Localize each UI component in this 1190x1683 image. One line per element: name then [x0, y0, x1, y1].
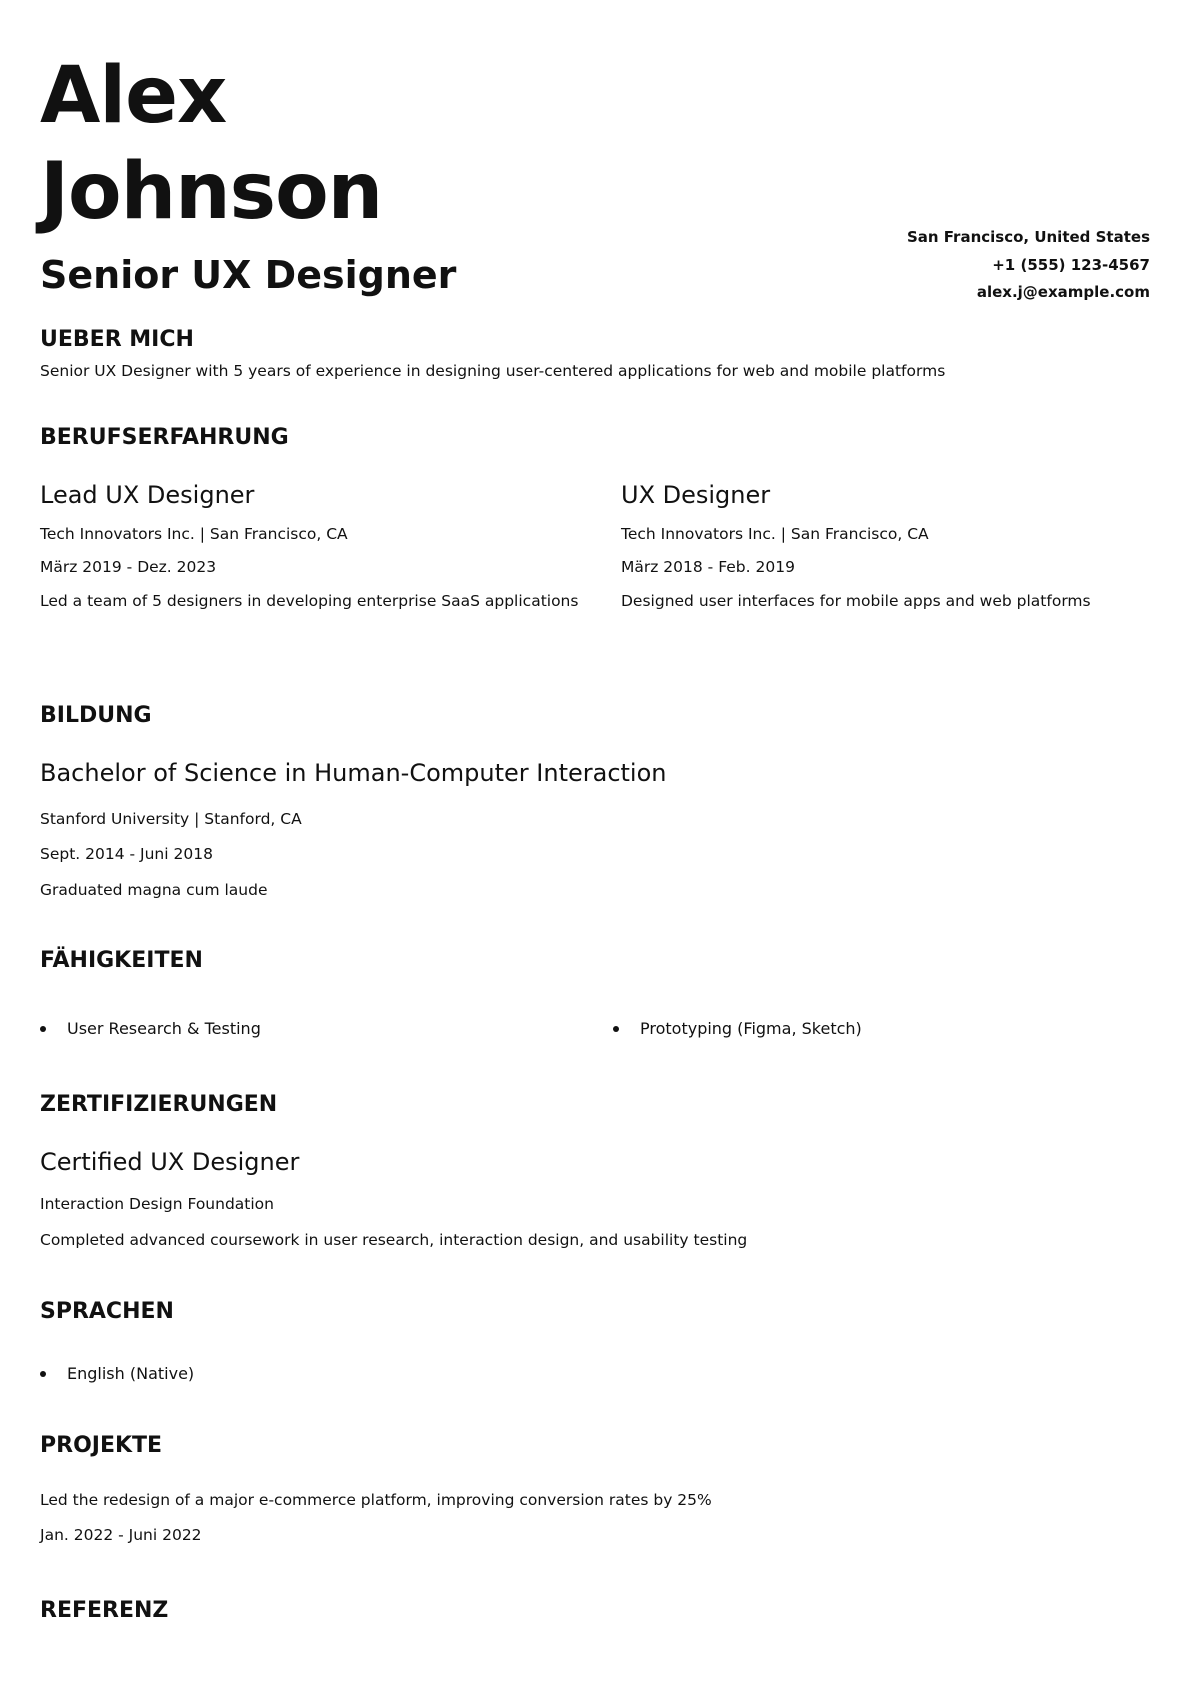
last-name: Johnson — [40, 147, 383, 237]
certification-description: Completed advanced coursework in user research, interaction design, and usability testing — [40, 1231, 748, 1249]
certification-name: Certified UX Designer — [40, 1148, 300, 1176]
project-description: Led the redesign of a major e-commerce platform, improving conversion rates by 25% — [40, 1491, 712, 1509]
first-name: Alex — [40, 51, 227, 141]
section-title-reference: REFERENZ — [40, 1598, 169, 1623]
experience-position: Lead UX Designer — [40, 481, 255, 509]
section-title-languages: SPRACHEN — [40, 1299, 174, 1324]
bullet-icon — [40, 1371, 46, 1377]
experience-description: Designed user interfaces for mobile apps and web platforms — [621, 592, 1091, 610]
about-text: Senior UX Designer with 5 years of experience in designing user-centered applications for web and mobile platforms — [40, 362, 946, 380]
experience-dates: März 2018 - Feb. 2019 — [621, 558, 795, 576]
bullet-icon — [613, 1026, 619, 1032]
section-title-projects: PROJEKTE — [40, 1433, 163, 1458]
contact-location: San Francisco, United States — [906, 228, 1150, 246]
project-dates: Jan. 2022 - Juni 2022 — [40, 1526, 202, 1544]
contact-phone[interactable]: +1 (555) 123-4567 — [992, 255, 1150, 274]
skill-label: User Research & Testing — [67, 1019, 261, 1038]
section-title-education: BILDUNG — [40, 703, 152, 728]
experience-position: UX Designer — [621, 481, 771, 509]
section-title-certifications: ZERTIFIZIERUNGEN — [40, 1092, 278, 1117]
education-degree: Bachelor of Science in Human-Computer Interaction — [40, 759, 667, 787]
section-title-skills: FÄHIGKEITEN — [40, 948, 203, 973]
experience-company: Tech Innovators Inc. | San Francisco, CA — [621, 525, 929, 543]
section-title-about: UEBER MICH — [40, 327, 194, 352]
candidate-name — [40, 48, 382, 240]
education-dates: Sept. 2014 - Juni 2018 — [40, 845, 213, 863]
experience-dates: März 2019 - Dez. 2023 — [40, 558, 217, 576]
job-title: Senior UX Designer — [40, 253, 457, 297]
certification-issuer: Interaction Design Foundation — [40, 1195, 274, 1213]
experience-description: Led a team of 5 designers in developing enterprise SaaS applications — [40, 592, 579, 610]
education-note: Graduated magna cum laude — [40, 881, 268, 899]
contact-info — [907, 224, 1150, 307]
contact-email[interactable]: alex.j@example.com — [976, 283, 1150, 301]
education-school: Stanford University | Stanford, CA — [40, 810, 302, 828]
section-title-experience: BERUFSERFAHRUNG — [40, 425, 289, 450]
experience-company: Tech Innovators Inc. | San Francisco, CA — [40, 525, 348, 543]
language-label: English (Native) — [67, 1364, 195, 1383]
resume-page — [40, 0, 1150, 1683]
bullet-icon — [40, 1026, 46, 1032]
skill-label: Prototyping (Figma, Sketch) — [640, 1019, 862, 1038]
